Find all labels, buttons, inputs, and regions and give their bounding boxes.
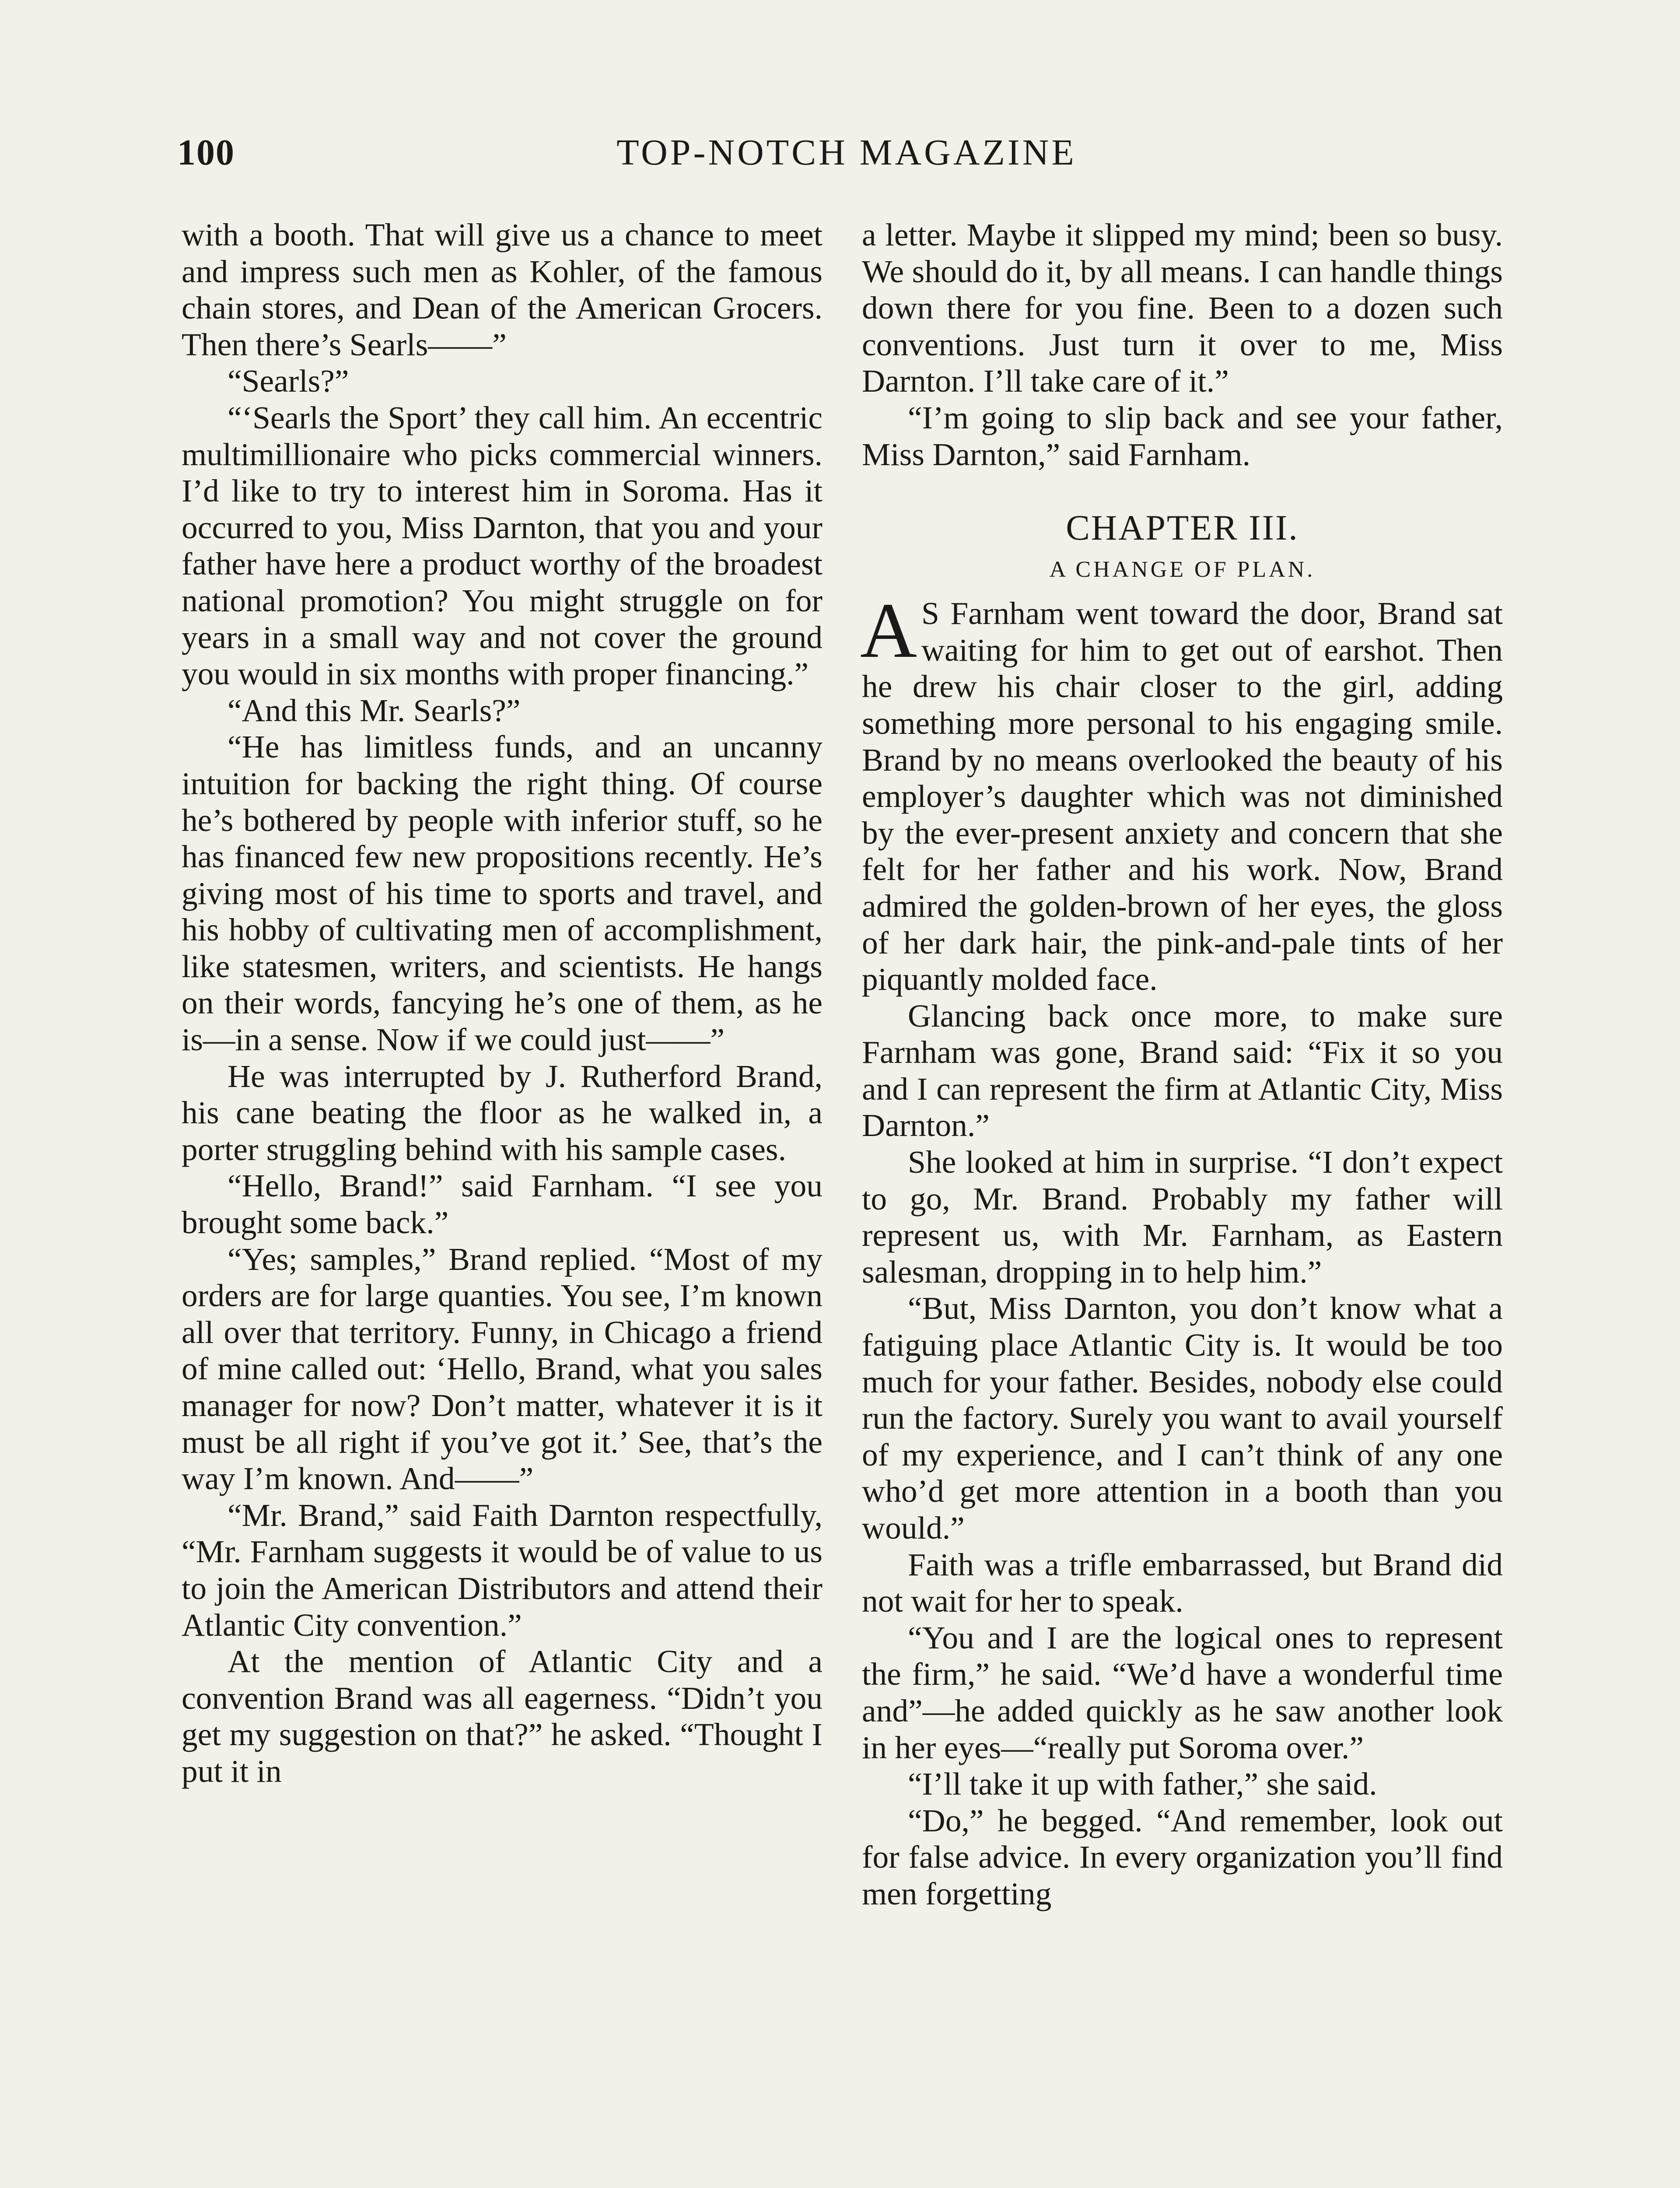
paragraph: “‘Searls the Sport’ they call him. An eccentric multimillionaire who picks commercial winners. I’d like to try to interest him in Soroma. Has it occurred to you, Miss Darnton, that you and your father have here a product worthy of the broadest national promotion? You might struggle on for years in a small way and not cover the ground you would in six months with proper financing.” xyxy=(182,400,822,692)
paragraph: “I’ll take it up with father,” she said. xyxy=(908,1766,1377,1802)
chapter-opening-text: S Farnham went toward the door, Brand sat waiting for him to get out of earshot. Then he drew his chair closer to the girl, adding something more personal to his engaging smile. Brand by no means overlooked the beauty of his employer’s daughter which was not diminished by the ever-present anxiety and concern that she felt for her father and his work. Now, Brand admired the golden-brown of her eyes, the gloss of her dark hair, the pink-and-pale tints of her piquantly molded face. xyxy=(862,596,1503,997)
drop-cap: A xyxy=(860,587,917,674)
paragraph: “I’m going to slip back and see your father, Miss Darnton,” said Farnham. xyxy=(862,400,1503,472)
paragraph: Glancing back once more, to make sure Farnham was gone, Brand said: “Fix it so you and I can represent the firm at Atlantic City, Miss Darnton.” xyxy=(862,998,1503,1143)
left-column xyxy=(182,217,822,1790)
page-header xyxy=(177,131,1516,188)
paragraph: “And this Mr. Searls?” xyxy=(228,692,521,728)
paragraph: “You and I are the logical ones to represent the firm,” he said. “We’d have a wonderful time and”—he added quickly as he saw another look in her eyes—“really put Soroma over.” xyxy=(862,1620,1503,1765)
paragraph: a letter. Maybe it slipped my mind; been so busy. We should do it, by all means. I can handle things down there for you fine. Been to a dozen such conventions. Just turn it over to me, Miss Darnton. I’ll take care of it.” xyxy=(862,217,1503,399)
paragraph: At the mention of Atlantic City and a convention Brand was all eagerness. “Didn’t you get my suggestion on that?” he asked. “Thought I put it in xyxy=(182,1644,822,1789)
paragraph: with a booth. That will give us a chance to meet and impress such men as Kohler, of the famous chain stores, and Dean of the American Grocers. Then there’s Searls——” xyxy=(182,217,822,362)
paragraph: “Do,” he begged. “And remember, look out for false advice. In every organization you’ll find men forgetting xyxy=(862,1802,1503,1911)
running-title: TOP-NOTCH MAGAZINE xyxy=(616,132,1077,173)
paragraph: She looked at him in surprise. “I don’t expect to go, Mr. Brand. Probably my father will represent us, with Mr. Farnham, as Eastern salesman, dropping in to help him.” xyxy=(862,1144,1503,1290)
right-column xyxy=(862,217,1503,1912)
chapter-opening-paragraph xyxy=(860,587,1503,998)
chapter-title: CHAPTER III. xyxy=(1066,508,1299,548)
paragraph: He was interrupted by J. Rutherford Brand, his cane beating the floor as he walked in, a porter struggling behind with his sample cases. xyxy=(182,1058,822,1167)
paragraph: “Mr. Brand,” said Faith Darnton respectfully, “Mr. Farnham suggests it would be of value to us to join the American Distributors and attend their Atlantic City convention.” xyxy=(182,1497,822,1643)
paragraph: Faith was a trifle embarrassed, but Brand did not wait for her to speak. xyxy=(862,1546,1503,1619)
paragraph: “He has limitless funds, and an uncanny intuition for backing the right thing. Of course he’s bothered by people with inferior stuff, so he has financed few new propositions recently. He’s giving most of his time to sports and travel, and his hobby of cultivating men of accomplishment, like statesmen, writers, and scientists. He hangs on their words, fancying he’s one of them, as he is—in a sense. Now if we could just——” xyxy=(182,729,822,1058)
paragraph: “Searls?” xyxy=(228,363,349,399)
paragraph: “Yes; samples,” Brand replied. “Most of my orders are for large quanties. You see, I’m known all over that territory. Funny, in Chicago a friend of mine called out: ‘Hello, Brand, what you sales manager for now? Don’t matter, whatever it is it must be all right if you’ve got it.’ See, that’s the way I’m known. And——” xyxy=(182,1241,822,1497)
page-number: 100 xyxy=(177,132,235,173)
chapter-subtitle: A CHANGE OF PLAN. xyxy=(1049,557,1316,582)
paragraph: “But, Miss Darnton, you don’t know what a fatiguing place Atlantic City is. It would be too much for your father. Besides, nobody else could run the factory. Surely you want to avail yourself of my experience, and I can’t think of any one who’d get more attention in a booth than you would.” xyxy=(862,1290,1503,1546)
paragraph: “Hello, Brand!” said Farnham. “I see you brought some back.” xyxy=(182,1168,822,1241)
